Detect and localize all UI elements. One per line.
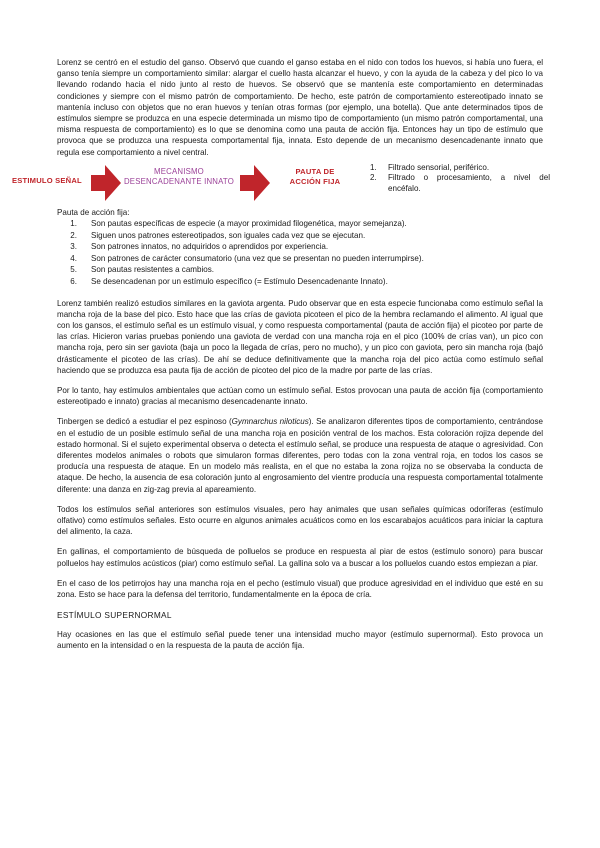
paragraph-estimulos-ambientales: Por lo tanto, hay estímulos ambientales que actúan como un estímulo señal. Estos provocan una pauta de acción fija (comportamiento estereotipado e innato) gracias al mecanismo desencadenante innato. bbox=[57, 386, 543, 407]
arrow-right-icon bbox=[91, 165, 121, 201]
list-item: 6. Se desencadenan por un estímulo específico (= Estímulo Desencadenante Innato). bbox=[70, 277, 388, 286]
pattern-line1: PAUTA DE bbox=[295, 166, 335, 176]
paragraph-petirrojos: En el caso de los petirrojos hay una mancha roja en el pecho (estímulo visual) que produce agresividad en el individuo que esté en su zona. Esto se hace para la defensa del territorio, fundamentalmente en la época de cría. bbox=[57, 578, 543, 600]
mechanism-line1: MECANISMO bbox=[154, 166, 204, 176]
behavior-diagram bbox=[12, 162, 550, 204]
paragraph-lorenz-ganso: Lorenz se centró en el estudio del ganso. Observó que cuando el ganso estaba en el nido con todos los huevos, si había uno fuera, el ganso tenía siempre un comportamiento similar: alargar el cuello hasta alcanzar el huevo, y con la ayuda de la cabeza y del pico lo va llevando rodando hacia el nido junto al resto de huevos. Se observó que se mantenía este comportamiento en determinadas condiciones y siempre con el mismo patrón de comportamiento. De hecho, este patrón de comportamiento estereotipado innato se mantenía incluso con objetos que no eran huevos y tenían otras formas (por ejemplo, una botella). Que ante determinados tipos de estímulos siempre se produzca en una especie determinada un mismo tipo de comportamiento (un mismo patrón comportamental, una misma respuesta de comportamiento) es lo que se denomina como una pauta de acción fija. Entonces hay un tipo de estímulo que provoca que se produzca una respuesta comportamental fija, innata. Esto depende de un mecanismo desencadenante innato que regula ese comportamiento a nivel central. bbox=[57, 58, 543, 157]
filter-steps bbox=[370, 163, 550, 195]
arrow-right-icon bbox=[240, 165, 270, 201]
list-item: 3. Son patrones innatos, no adquiridos o aprendidos por experiencia. bbox=[70, 242, 329, 252]
list-item: 5. Son pautas resistentes a cambios. bbox=[70, 265, 215, 275]
paragraph-gallinas: En gallinas, el comportamiento de búsqueda de polluelos se produce en respuesta al piar de estos (estímulo sonoro) para buscar polluelos hay estímulos acústicos (piar) como estímulo señal. La gallina solo va a buscar a los polluelos cuando estos empiezan a piar. bbox=[57, 547, 543, 568]
pauta-list-title: Pauta de acción fija: bbox=[57, 207, 130, 217]
paragraph-gaviota: Lorenz también realizó estudios similares en la gaviota argenta. Pudo observar que en esta especie funcionaba como estímulo señal la mancha roja de la base del pico. Esto hace que las crías de gaviota picoteen el pico de la hembra reclamando el alimento. Al igual que con los gansos, el estímulo señal es un estímulo visual, y como respuesta comportamental (pauta de acción fija) el picoteo por parte de las crías. Hicieron varias pruebas poniendo una gaviota de verdad con una mancha roja en el pico (100% de crías van), un pico con mancha roja, pero sin ser gaviota (baja un poco la llegada de crías, pero no mucho), y un pico con gaviota, pero sin mancha roja (bajó drásticamente el picoteo de las crías). De ahí se deduce definitivamente que la mancha roja del pico actúa como estímulo señal haciendo que se produzca esa pauta fija de acción de picoteo del pico de la madre por parte de las crías. bbox=[57, 298, 543, 375]
list-item: 4. Son patrones de carácter consumatorio (una vez que se presentan no pueden interrumpirse). bbox=[70, 253, 424, 263]
filter-step: 1. Filtrado sensorial, periférico. bbox=[370, 162, 490, 172]
stimulus-label: ESTIMULO SEÑAL bbox=[12, 175, 82, 185]
pauta-list bbox=[57, 218, 543, 288]
paragraph-tinbergen: Tinbergen se dedicó a estudiar el pez espinoso (Gymnarchus niloticus). Se analizaron diferentes tipos de comportamiento, centrándose en el estudio de un posible estímulo señal de una mancha roja en posición ventral de los machos. Esta coloración rojiza depende del estado hormonal. Si el sujeto experimental observa o detecta el estímulo señal, se produce una respuesta de ataque o agresividad. Con diferentes modelos animales o robots que simularon formas diferentes, pero todas con la zona ventral roja, en todos los casos se producía una respuesta de ataque. En un modelo más realista, en el que no estaba la zona rojiza no se observaba la conducta de ataque. De hecho, la ausencia de esa coloración junto al engrosamiento del vientre producía una respuesta comportamental totalmente diferente: una danza en zig-zag previa al apareamiento. bbox=[57, 417, 544, 494]
list-item: 2. Siguen unos patrones estereotipados, son iguales cada vez que se ejecutan. bbox=[70, 230, 366, 240]
document-page bbox=[12, 57, 550, 652]
paragraph-estimulos-quimicos: Todos los estímulos señal anteriores son estímulos visuales, pero hay animales que usan señales químicas odoríferas (estímulo olfativo) como estímulos señales. Esto ocurre en algunos animales acuáticos como en los escarabajos acuáticos para iniciar la captura del alimento, la caza. bbox=[57, 504, 543, 537]
paragraph-supernormal: Hay ocasiones en las que el estímulo señal puede tener una intensidad mucho mayor (estímulo supernormal). Esto provoca un aumento en la intensidad o en la respuesta de la pauta de acción fija. bbox=[57, 630, 543, 651]
pattern-line2: ACCIÓN FIJA bbox=[289, 176, 341, 186]
list-item: 1. Son pautas específicas de especie (a mayor proximidad filogenética, mayor semejanza). bbox=[70, 219, 407, 229]
mechanism-label bbox=[121, 167, 237, 187]
pattern-label bbox=[279, 167, 351, 187]
section-heading: ESTÍMULO SUPERNORMAL bbox=[57, 610, 172, 621]
species-name: Gymnarchus niloticus bbox=[231, 417, 309, 427]
mechanism-line2: DESENCADENANTE INNATO bbox=[123, 176, 235, 186]
filter-step: 2. Filtrado o procesamiento, a nivel del encéfalo. bbox=[370, 173, 550, 194]
